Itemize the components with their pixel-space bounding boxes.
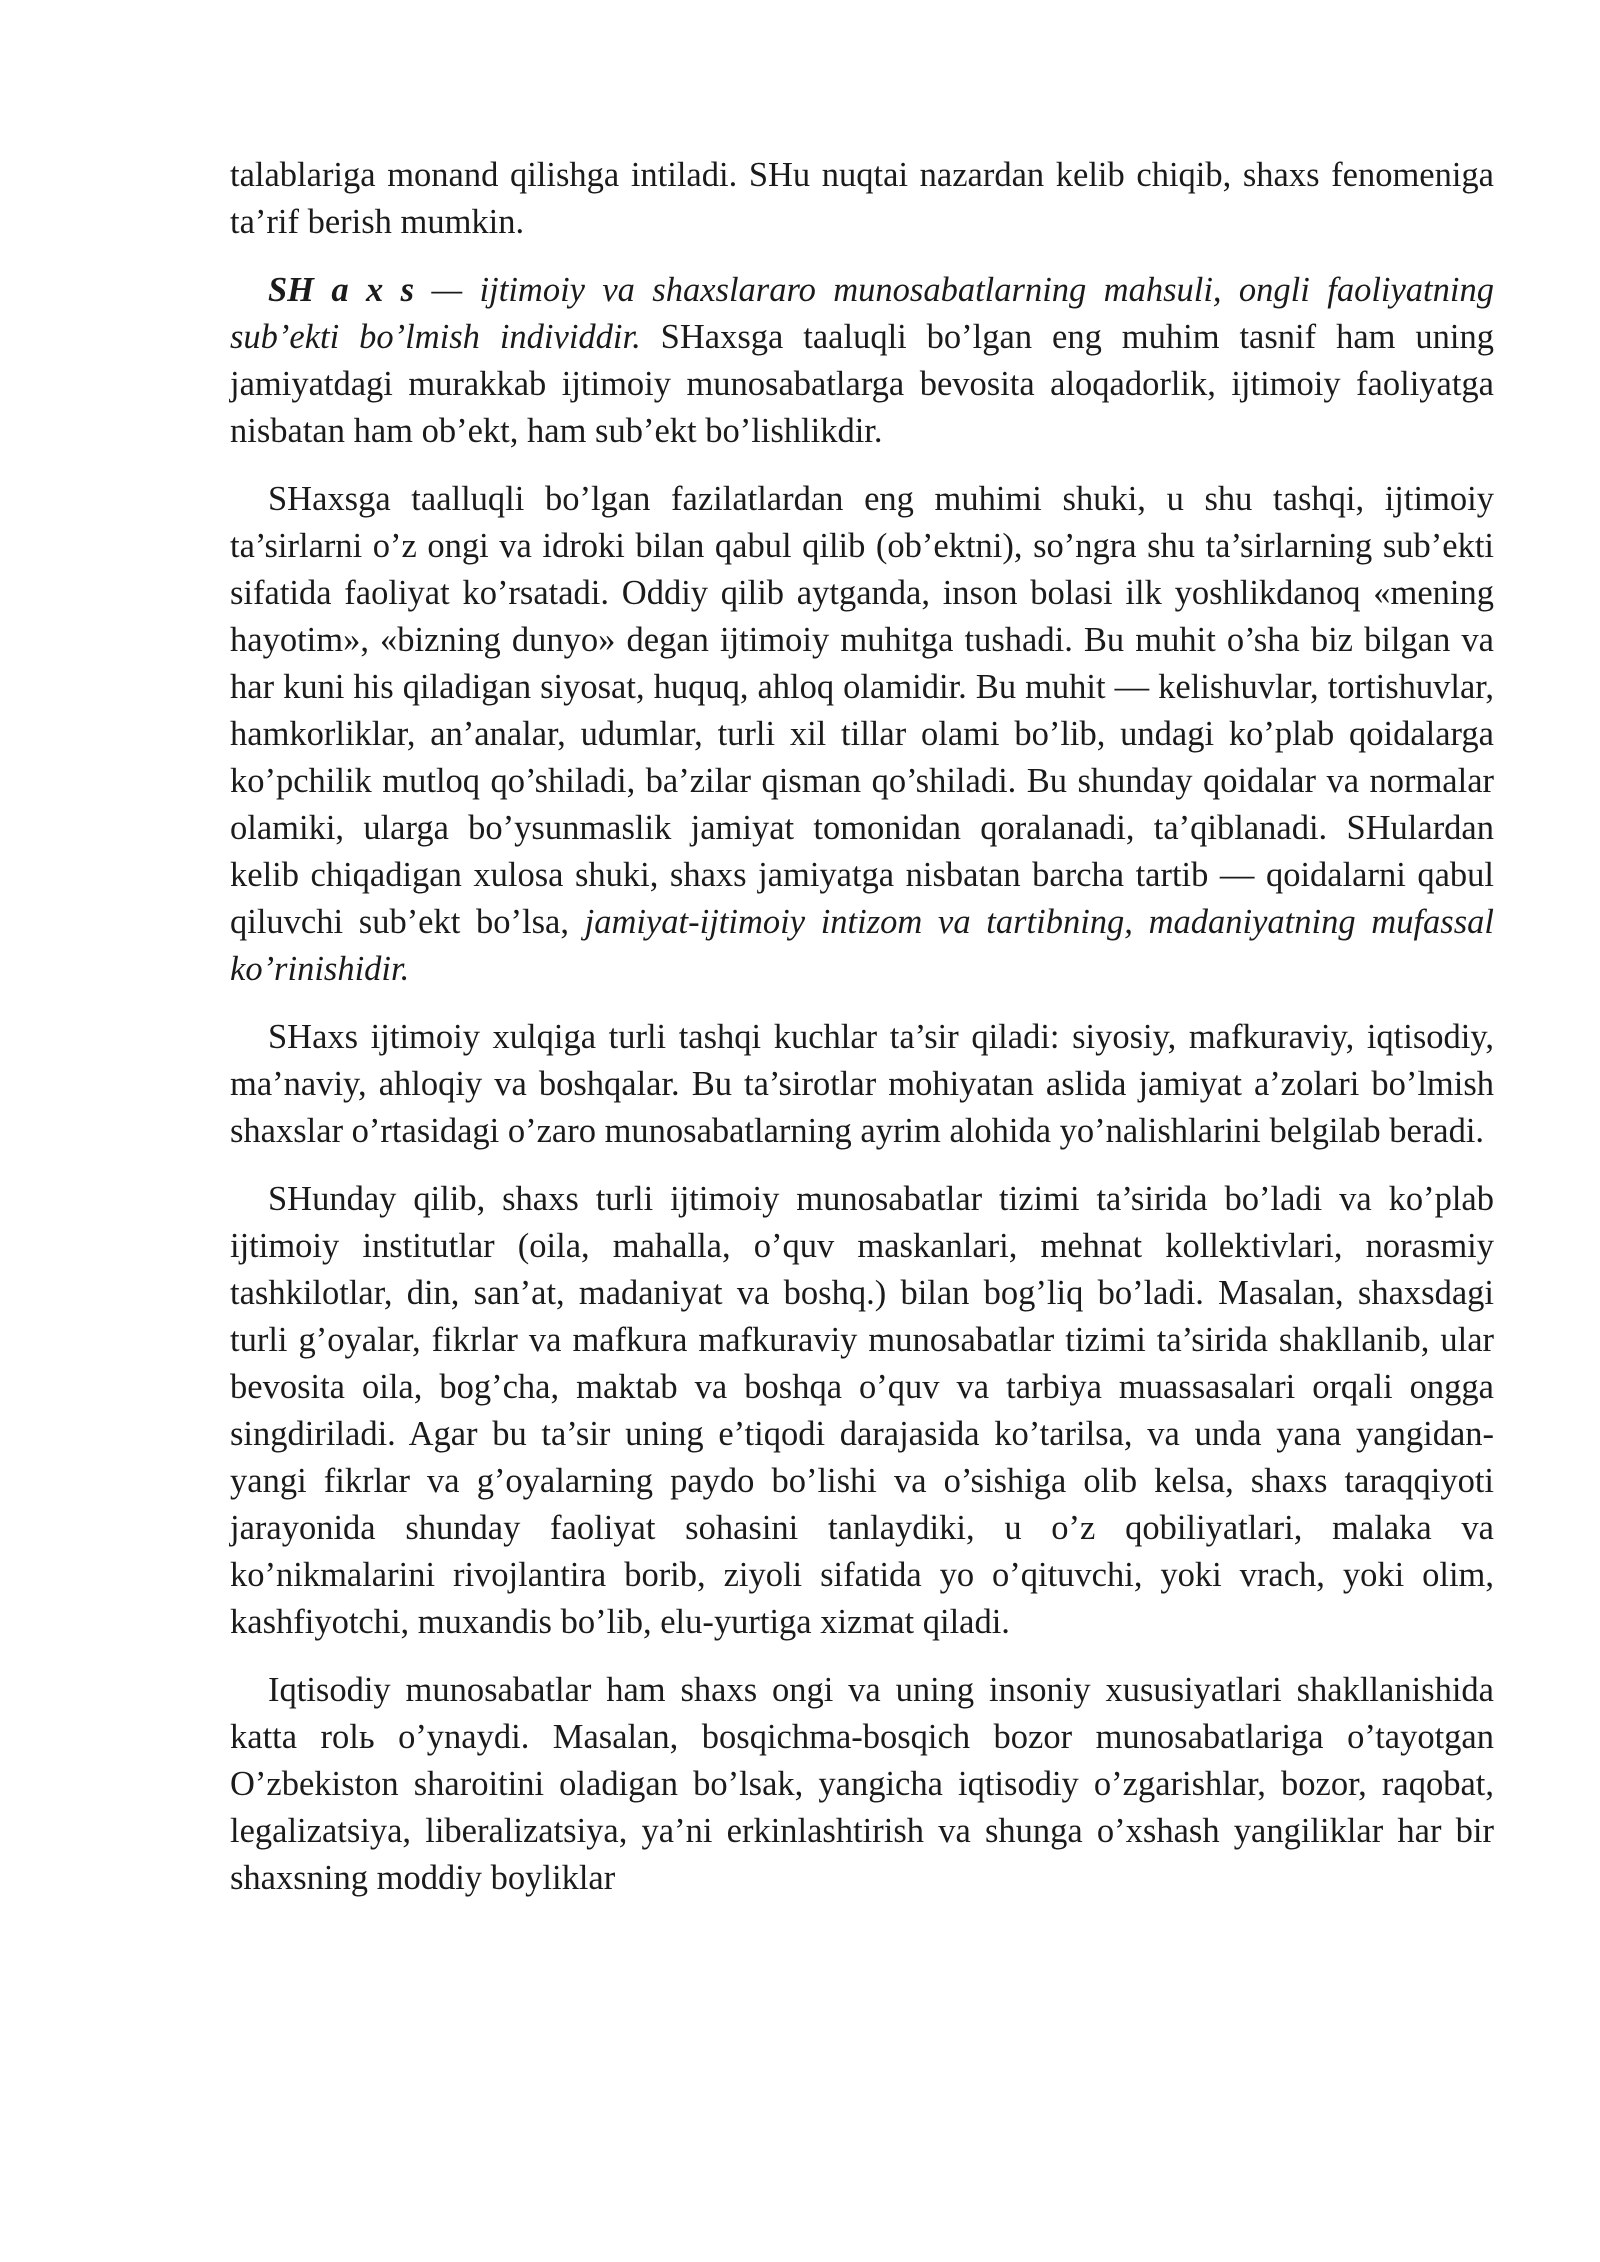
definition-text: — ijtimoiy va shaxslararo munosabatlarning mahsuli, ongli faoliyatning sub’ekti bo’lmish individdir.: [230, 271, 1494, 356]
paragraph-2-definition: [230, 267, 1494, 455]
term-shaxs: SH a x s: [268, 271, 415, 309]
paragraph-3-body: SHaxsga taalluqli bo’lgan fazilatlardan eng muhimi shuki, u shu tashqi, ijtimoiy ta’sirlarni o’z ongi va idroki bilan qabul qilib (ob’ektni), so’ngra shu ta’sirlarning sub’ekti sifatida faoliyat ko’rsatadi. Oddiy qilib aytganda, inson bolasi ilk yoshlikdanoq «mening hayotim», «bizning dunyo» degan ijtimoiy muhitga tushadi. Bu muhit o’sha biz bilgan va har kuni his qiladigan siyosat, huquq, ahloq olamidir. Bu muhit — kelishuvlar, tortishuvlar, hamkorliklar, an’analar, udumlar, turli xil tillar olami bo’lib, undagi ko’plab qoidalarga ko’pchilik mutloq qo’shiladi, ba’zilar qisman qo’shiladi. Bu shunday qoidalar va normalar olamiki, ularga bo’ysunmaslik jamiyat tomonidan qoralanadi, ta’qiblanadi. SHulardan kelib chiqadigan xulosa shuki, shaxs jamiyatga nisbatan barcha tartib — qoidalarni qabul qiluvchi sub’ekt bo’lsa,: [230, 480, 1494, 941]
paragraph-1: talablariga monand qilishga intiladi. SHu nuqtai nazardan kelib chiqib, shaxs fenomeniga ta’rif berish mumkin.: [230, 156, 1494, 241]
paragraph-4: SHaxs ijtimoiy xulqiga turli tashqi kuchlar ta’sir qiladi: siyosiy, mafkuraviy, iqtisodiy, ma’naviy, ahloqiy va boshqalar. Bu ta’sirotlar mohiyatan aslida jamiyat a’zolari bo’lmish shaxslar o’rtasidagi o’zaro munosabatlarning ayrim alohida yo’nalishlarini belgilab beradi.: [230, 1018, 1494, 1150]
paragraph-3: [230, 476, 1494, 993]
document-page: [230, 152, 1494, 1923]
paragraph-6: Iqtisodiy munosabatlar ham shaxs ongi va uning insoniy xususiyatlari shakllanishida katta rolь o’ynaydi. Masalan, bosqichma-bosqich bozor munosabatlariga o’tayotgan O’zbekiston sharoitini oladigan bo’lsak, yangicha iqtisodiy o’zgarishlar, bozor, raqobat, legalizatsiya, liberalizatsiya, ya’ni erkinlashtirish va shunga o’xshash yangiliklar har bir shaxsning moddiy boyliklar: [230, 1671, 1494, 1897]
paragraph-2-body: SHaxsga taaluqli bo’lgan eng muhim tasnif ham uning jamiyatdagi murakkab ijtimoiy munosabatlarga bevosita aloqadorlik, ijtimoiy faoliyatga nisbatan ham ob’ekt, ham sub’ekt bo’lishlikdir.: [230, 318, 1494, 450]
paragraph-3-italic-conclusion: jamiyat-ijtimoiy intizom va tartibning, madaniyatning mufassal ko’rinishidir.: [230, 903, 1494, 988]
paragraph-5: SHunday qilib, shaxs turli ijtimoiy munosabatlar tizimi ta’sirida bo’ladi va ko’plab ijtimoiy institutlar (oila, mahalla, o’quv maskanlari, mehnat kollektivlari, norasmiy tashkilotlar, din, san’at, madaniyat va boshq.) bilan bog’liq bo’ladi. Masalan, shaxsdagi turli g’oyalar, fikrlar va mafkura mafkuraviy munosabatlar tizimi ta’sirida shakllanib, ular bevosita oila, bog’cha, maktab va boshqa o’quv va tarbiya muassasalari orqali ongga singdiriladi. Agar bu ta’sir uning e’tiqodi darajasida ko’tarilsa, va unda yana yangidan-yangi fikrlar va g’oyalarning paydo bo’lishi va o’sishiga olib kelsa, shaxs taraqqiyoti jarayonida shunday faoliyat sohasini tanlaydiki, u o’z qobiliyatlari, malaka va ko’nikmalarini rivojlantira borib, ziyoli sifatida yo o’qituvchi, yoki vrach, yoki olim, kashfiyotchi, muxandis bo’lib, elu-yurtiga xizmat qiladi.: [230, 1180, 1494, 1641]
